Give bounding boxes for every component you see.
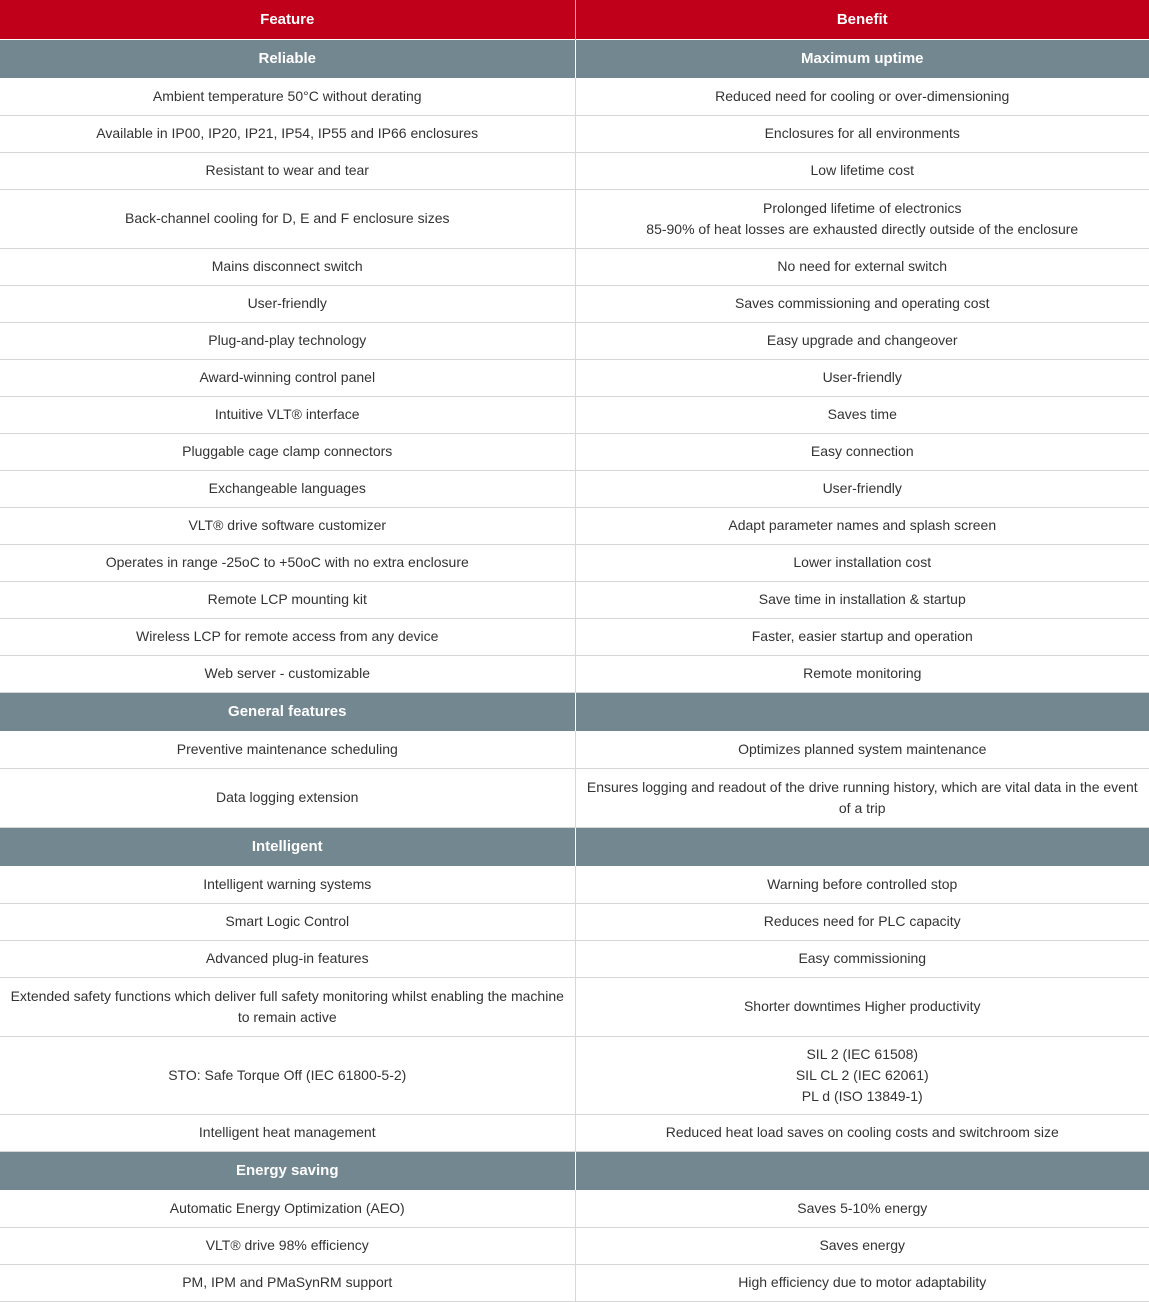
benefit-cell xyxy=(575,322,1149,359)
table-row xyxy=(0,285,1149,322)
table-row xyxy=(0,581,1149,618)
table-row xyxy=(0,433,1149,470)
table-row xyxy=(0,396,1149,433)
table-row xyxy=(0,618,1149,655)
feature-text: Award-winning control panel xyxy=(199,369,376,385)
benefit-cell xyxy=(575,731,1149,768)
feature-cell xyxy=(0,581,575,618)
feature-cell xyxy=(0,1114,575,1151)
benefit-text: Warning before controlled stop xyxy=(767,875,958,892)
section-benefit-heading xyxy=(575,827,1149,866)
table-row xyxy=(0,322,1149,359)
table-row xyxy=(0,903,1149,940)
benefit-text: Shorter downtimes Higher productivity xyxy=(743,998,981,1014)
feature-cell xyxy=(0,903,575,940)
benefit-text: SIL CL 2 (IEC 62061) xyxy=(795,1066,929,1083)
benefit-text: Prolonged lifetime of electronics xyxy=(763,199,962,216)
table-row xyxy=(0,189,1149,248)
feature-text: Intelligent heat management xyxy=(198,1124,376,1140)
benefit-text: Ensures logging and readout of the drive running history, which are vital data in the event of a trip xyxy=(586,778,1138,816)
section-header-row xyxy=(0,692,1149,731)
feature-cell xyxy=(0,866,575,903)
feature-cell xyxy=(0,248,575,285)
feature-text: Exchangeable languages xyxy=(208,480,366,496)
feature-text: User-friendly xyxy=(247,295,327,311)
feature-cell xyxy=(0,285,575,322)
feature-text: Data logging extension xyxy=(216,789,359,805)
benefit-text: High efficiency due to motor adaptability xyxy=(738,1274,987,1290)
feature-cell xyxy=(0,359,575,396)
section-feature-heading: Reliable xyxy=(0,39,575,78)
table-row xyxy=(0,731,1149,768)
benefit-cell xyxy=(575,359,1149,396)
section-feature-heading: Intelligent xyxy=(0,827,575,866)
table-row xyxy=(0,940,1149,977)
feature-text: Pluggable cage clamp connectors xyxy=(182,443,393,459)
benefit-text: Faster, easier startup and operation xyxy=(751,628,973,644)
benefit-cell xyxy=(575,1264,1149,1301)
table-row xyxy=(0,359,1149,396)
benefit-text: Lower installation cost xyxy=(793,554,932,570)
benefit-text: Optimizes planned system maintenance xyxy=(738,740,987,757)
benefit-text: Easy upgrade and changeover xyxy=(766,332,958,348)
benefit-text: Save time in installation & startup xyxy=(758,591,966,607)
benefit-cell xyxy=(575,78,1149,115)
feature-cell xyxy=(0,618,575,655)
benefit-text: 85-90% of heat losses are exhausted directly outside of the enclosure xyxy=(646,220,1079,237)
benefit-column-header: Benefit xyxy=(575,0,1149,39)
table-row xyxy=(0,544,1149,581)
feature-cell xyxy=(0,1190,575,1227)
feature-cell xyxy=(0,152,575,189)
benefit-text: User-friendly xyxy=(822,369,902,385)
feature-cell xyxy=(0,189,575,248)
benefit-cell xyxy=(575,152,1149,189)
benefit-cell xyxy=(575,1036,1149,1114)
benefit-cell xyxy=(575,768,1149,827)
feature-cell xyxy=(0,78,575,115)
benefit-text: Adapt parameter names and splash screen xyxy=(728,517,997,533)
feature-cell xyxy=(0,768,575,827)
table-row xyxy=(0,115,1149,152)
feature-cell xyxy=(0,1036,575,1114)
benefit-cell xyxy=(575,618,1149,655)
table-header-row xyxy=(0,0,1149,39)
benefit-text: SIL 2 (IEC 61508) xyxy=(806,1045,919,1062)
benefit-text: Reduces need for PLC capacity xyxy=(763,913,961,929)
feature-cell xyxy=(0,1264,575,1301)
feature-text: Plug-and-play technology xyxy=(208,332,367,348)
table-row xyxy=(0,1227,1149,1264)
feature-text: Web server - customizable xyxy=(204,665,370,681)
feature-text: Wireless LCP for remote access from any device xyxy=(136,628,439,644)
feature-text: Back-channel cooling for D, E and F enclosure sizes xyxy=(125,210,450,226)
feature-cell xyxy=(0,940,575,977)
benefit-text: PL d (ISO 13849-1) xyxy=(801,1087,923,1104)
table-row xyxy=(0,152,1149,189)
benefit-cell xyxy=(575,248,1149,285)
benefit-cell xyxy=(575,544,1149,581)
table-body xyxy=(0,39,1149,1301)
benefit-text: Saves time xyxy=(827,406,897,422)
feature-text: Advanced plug-in features xyxy=(205,950,369,966)
feature-text: Ambient temperature 50°C without derating xyxy=(152,87,422,104)
benefit-cell xyxy=(575,581,1149,618)
feature-text: Resistant to wear and tear xyxy=(205,162,369,178)
feature-cell xyxy=(0,544,575,581)
benefit-cell xyxy=(575,1114,1149,1151)
feature-text: Smart Logic Control xyxy=(225,913,350,929)
feature-cell xyxy=(0,470,575,507)
benefit-text: No need for external switch xyxy=(777,258,948,274)
feature-cell xyxy=(0,396,575,433)
feature-text: Intelligent warning systems xyxy=(203,875,372,892)
table-row xyxy=(0,470,1149,507)
benefit-text: Low lifetime cost xyxy=(810,162,914,178)
section-feature-heading: Energy saving xyxy=(0,1151,575,1190)
benefit-cell xyxy=(575,189,1149,248)
table-row xyxy=(0,1264,1149,1301)
benefit-cell xyxy=(575,115,1149,152)
benefit-text: Enclosures for all environments xyxy=(764,125,960,141)
benefit-text: Saves energy xyxy=(819,1237,906,1253)
feature-text: Preventive maintenance scheduling xyxy=(176,740,398,757)
feature-cell xyxy=(0,322,575,359)
benefit-cell xyxy=(575,1227,1149,1264)
benefit-cell xyxy=(575,940,1149,977)
benefit-text: Reduced need for cooling or over-dimensioning xyxy=(715,87,1010,104)
benefit-text: Saves commissioning and operating cost xyxy=(735,295,990,311)
benefit-cell xyxy=(575,396,1149,433)
benefit-cell xyxy=(575,433,1149,470)
feature-text: Remote LCP mounting kit xyxy=(207,591,367,607)
table-row xyxy=(0,1114,1149,1151)
section-header-row xyxy=(0,39,1149,78)
feature-cell xyxy=(0,115,575,152)
table-row xyxy=(0,655,1149,692)
table-row xyxy=(0,78,1149,115)
table-row xyxy=(0,866,1149,903)
feature-cell xyxy=(0,433,575,470)
feature-text: VLT® drive software customizer xyxy=(188,517,387,533)
feature-text: Automatic Energy Optimization (AEO) xyxy=(169,1199,405,1216)
benefit-text: Reduced heat load saves on cooling costs and switchroom size xyxy=(665,1124,1059,1140)
benefit-cell xyxy=(575,977,1149,1036)
benefit-text: Easy commissioning xyxy=(798,950,927,966)
benefit-text: Saves 5-10% energy xyxy=(797,1199,928,1216)
section-benefit-heading xyxy=(575,692,1149,731)
benefit-cell xyxy=(575,866,1149,903)
feature-text: Extended safety functions which deliver full safety monitoring whilst enabling the machine to remain active xyxy=(10,987,564,1025)
feature-text: VLT® drive 98% efficiency xyxy=(205,1237,369,1253)
section-benefit-heading: Maximum uptime xyxy=(575,39,1149,78)
feature-text: Mains disconnect switch xyxy=(211,258,363,274)
table-row xyxy=(0,1190,1149,1227)
feature-cell xyxy=(0,655,575,692)
benefit-cell xyxy=(575,285,1149,322)
feature-cell xyxy=(0,977,575,1036)
feature-text: Operates in range -25oC to +50oC with no extra enclosure xyxy=(105,554,469,570)
feature-cell xyxy=(0,507,575,544)
table-row xyxy=(0,768,1149,827)
benefit-cell xyxy=(575,903,1149,940)
feature-text: PM, IPM and PMaSynRM support xyxy=(182,1274,393,1290)
benefit-cell xyxy=(575,470,1149,507)
feature-cell xyxy=(0,731,575,768)
feature-text: Intuitive VLT® interface xyxy=(214,406,360,422)
feature-text: Available in IP00, IP20, IP21, IP54, IP55 and IP66 enclosures xyxy=(96,125,479,141)
benefit-cell xyxy=(575,1190,1149,1227)
feature-column-header: Feature xyxy=(0,0,575,39)
table-row xyxy=(0,507,1149,544)
section-header-row xyxy=(0,1151,1149,1190)
section-feature-heading: General features xyxy=(0,692,575,731)
section-header-row xyxy=(0,827,1149,866)
benefit-cell xyxy=(575,507,1149,544)
table-row xyxy=(0,1036,1149,1114)
benefit-text: User-friendly xyxy=(822,480,902,496)
benefit-text: Remote monitoring xyxy=(803,665,922,681)
table-row xyxy=(0,977,1149,1036)
table-row xyxy=(0,248,1149,285)
feature-cell xyxy=(0,1227,575,1264)
feature-text: STO: Safe Torque Off (IEC 61800-5-2) xyxy=(168,1066,407,1083)
section-benefit-heading xyxy=(575,1151,1149,1190)
benefit-cell xyxy=(575,655,1149,692)
benefit-text: Easy connection xyxy=(810,443,914,459)
